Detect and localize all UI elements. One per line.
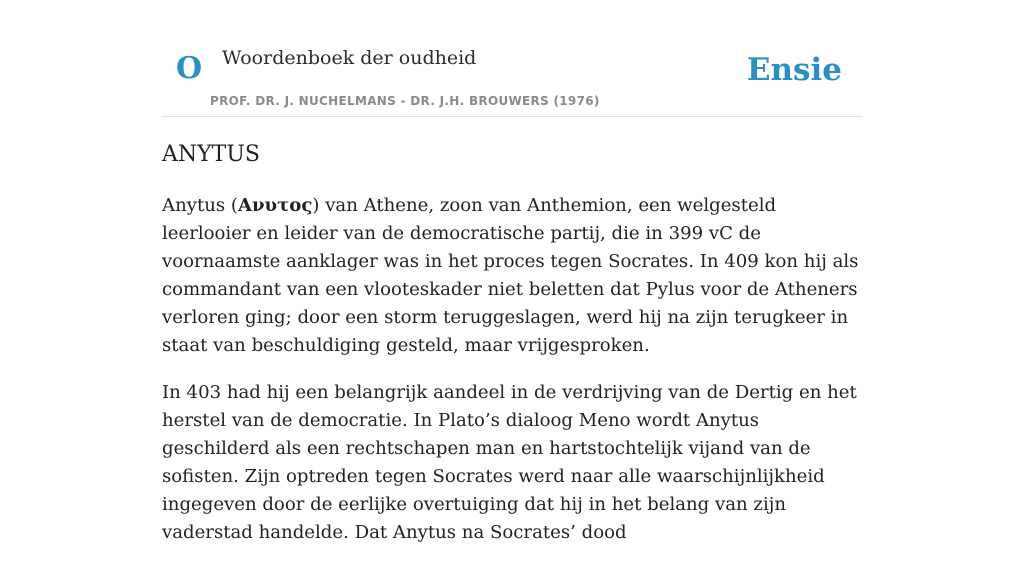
- dictionary-authors: PROF. DR. J. NUCHELMANS - DR. J.H. BROUWERS (1976): [210, 94, 600, 108]
- paragraph-1-start: Anytus (: [162, 195, 238, 216]
- entry-title: ANYTUS: [162, 142, 260, 167]
- greek-name: Ανυτος: [237, 195, 313, 216]
- ensie-logo[interactable]: Ensie: [746, 52, 842, 88]
- entry-body: [162, 192, 862, 566]
- letter-index[interactable]: O: [176, 51, 203, 86]
- paragraph-1-rest: ) van Athene, zoon van Anthemion, een welgesteld leerlooier en leider van de democratische partij, die in 399 vC de voornaamste aanklager was in het proces tegen Socrates. In 409 kon hij als commandant van een vlooteskader niet beletten dat Pylus voor de Atheners verloren ging; door een storm teruggeslagen, werd hij na zijn terugkeer in staat van beschuldiging gesteld, maar vrijgesproken.: [162, 195, 859, 356]
- entry-paragraph-2: In 403 had hij een belangrijk aandeel in de verdrijving van de Dertig en het herstel van de democratie. In Plato’s dialoog Meno wordt Anytus geschilderd als een rechtschapen man en hartstochtelijk vijand van de sofisten. Zijn optreden tegen Socrates werd naar alle waarschijnlijkheid ingegeven door de eerlijke overtuiging dat hij in het belang van zijn vaderstad handelde. Dat Anytus na Socrates’ dood: [162, 382, 857, 543]
- entry-paragraph-1: [162, 192, 862, 360]
- dictionary-title[interactable]: Woordenboek der oudheid: [222, 47, 477, 69]
- header: [162, 0, 862, 117]
- page: [162, 0, 862, 543]
